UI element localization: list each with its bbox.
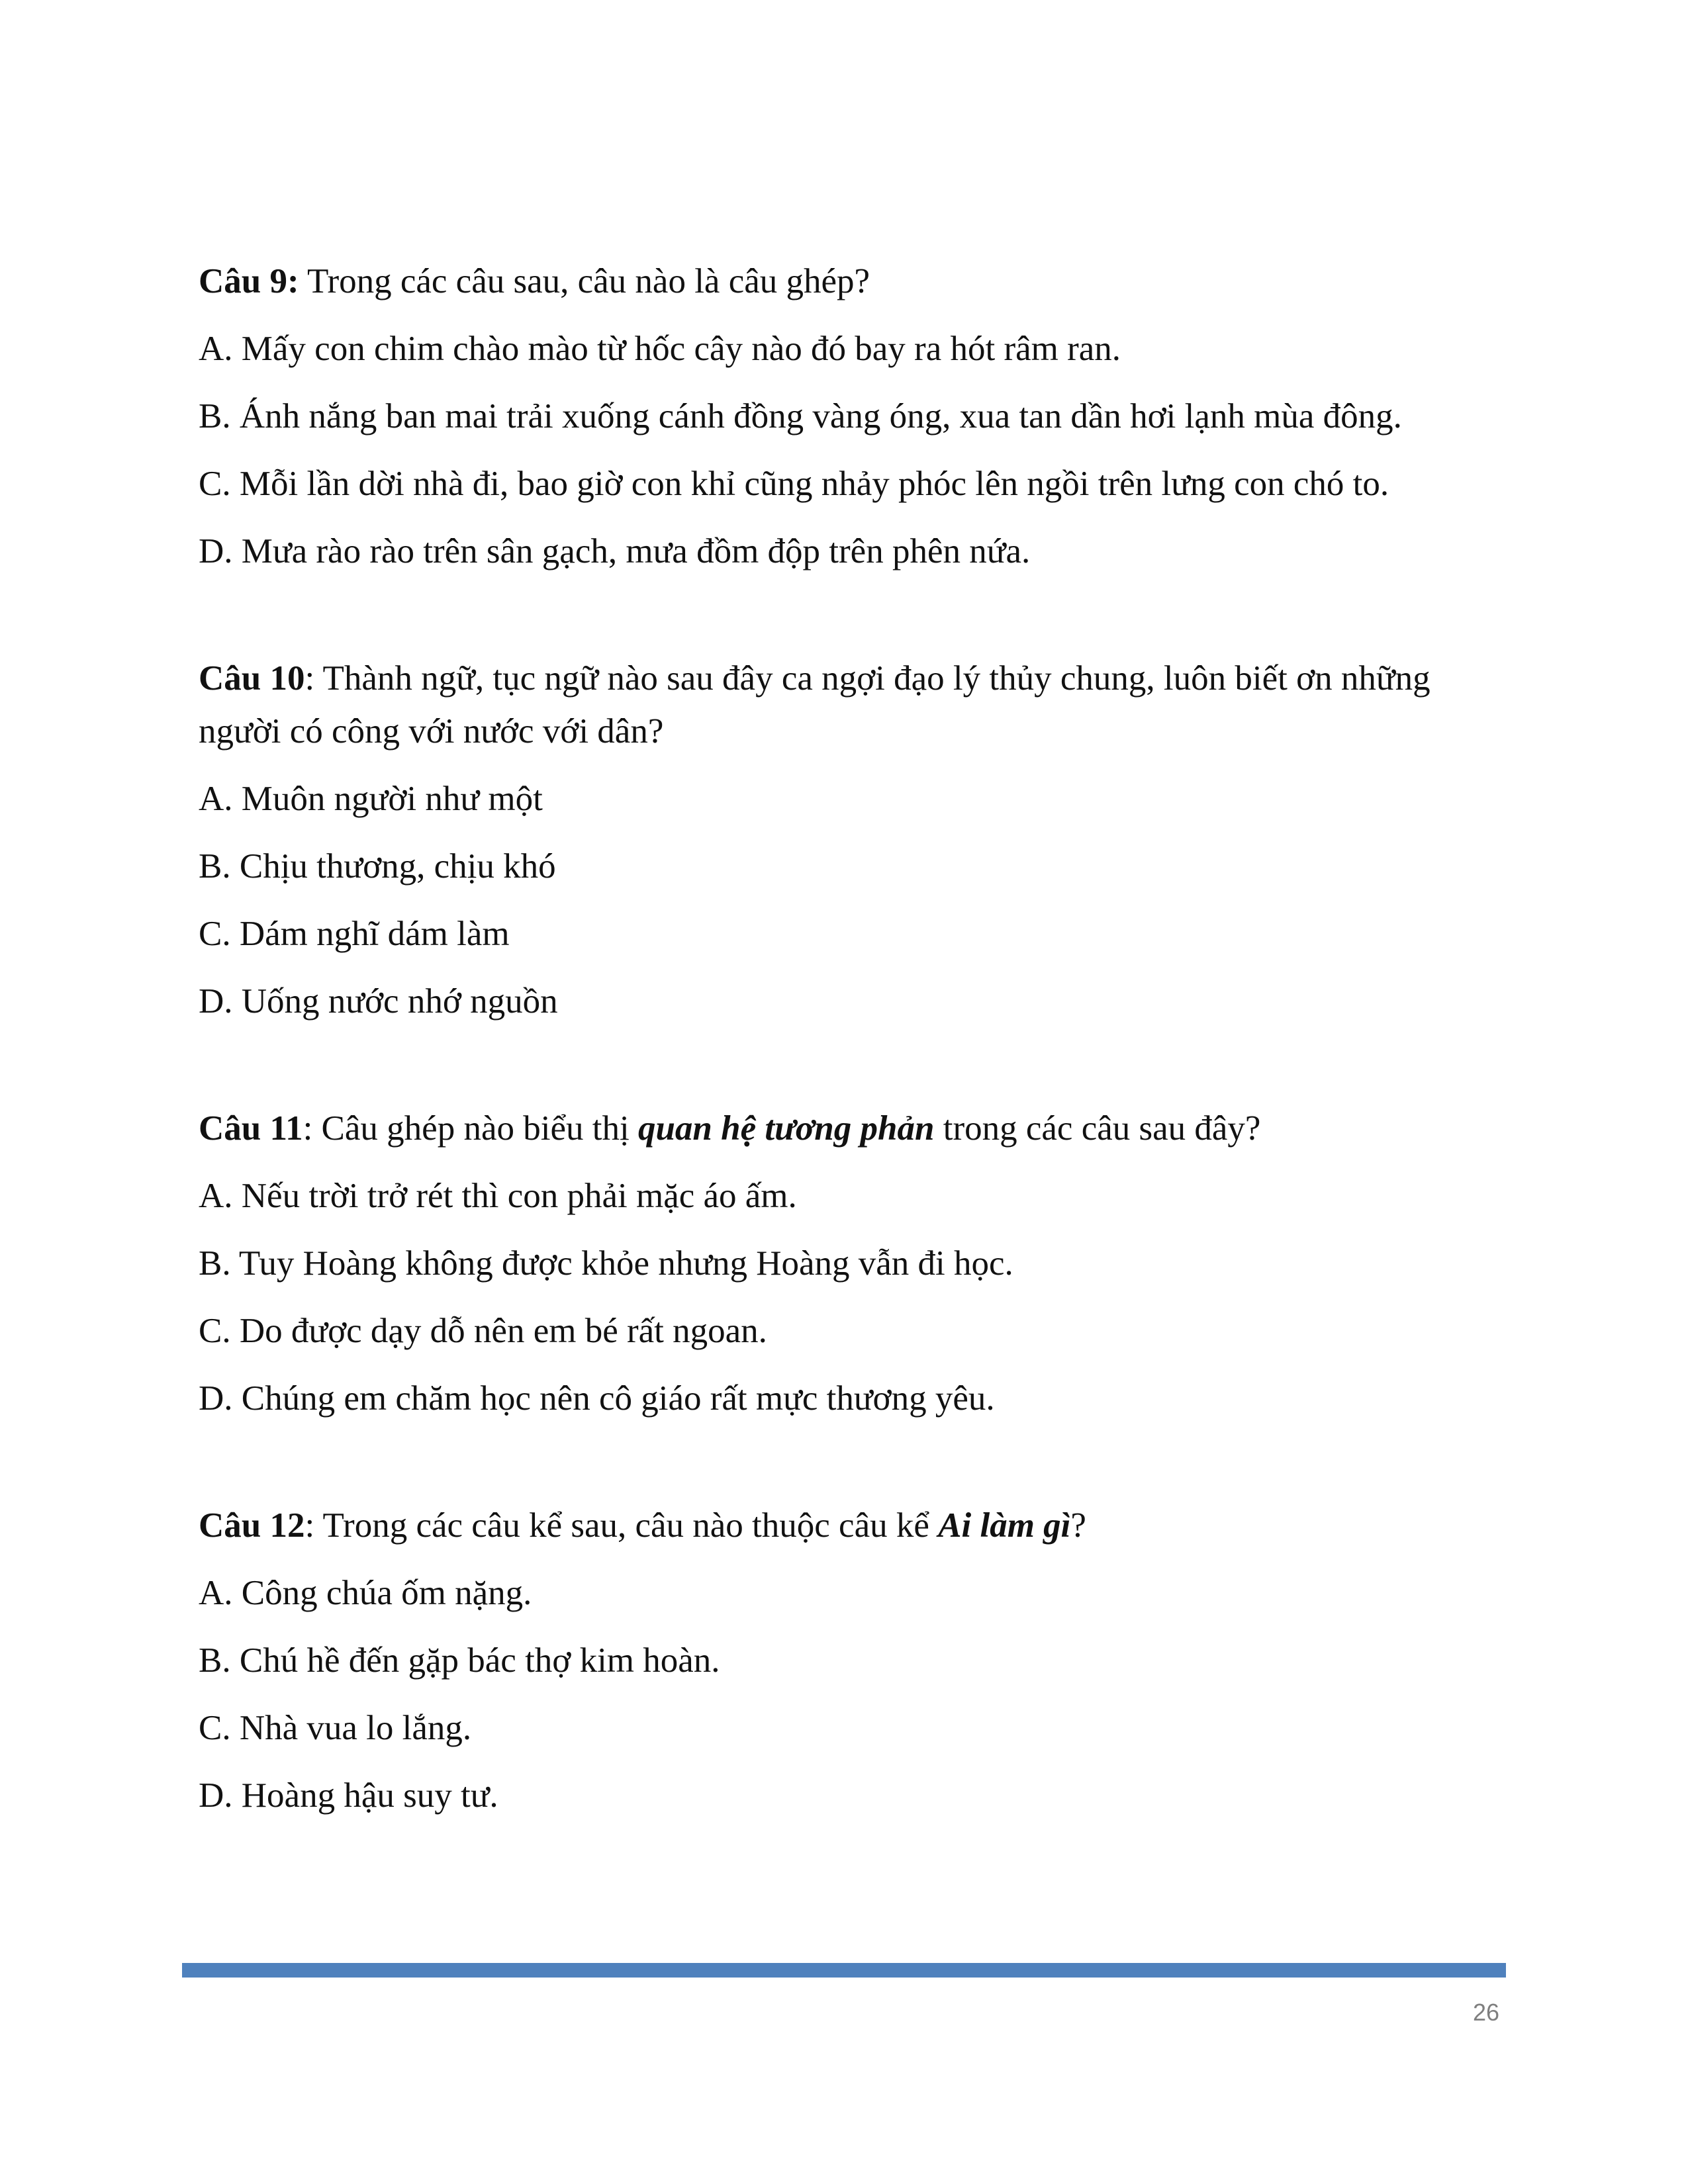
footer-divider: [182, 1963, 1506, 1978]
document-body: [199, 255, 1483, 1896]
answer-option-c: C. Nhà vua lo lắng.: [199, 1709, 472, 1747]
question-emphasis: quan hệ tương phản: [637, 1109, 935, 1148]
page-number: 26: [1472, 1999, 1499, 2026]
question-text-after: trong các câu sau đây?: [934, 1109, 1261, 1148]
answer-option-c: C. Dám nghĩ dám làm: [199, 915, 510, 953]
answer-option-c: C. Do được dạy dỗ nên em bé rất ngoan.: [199, 1312, 767, 1350]
answer-option-b: B. Tuy Hoàng không được khỏe nhưng Hoàng vẫn đi học.: [199, 1244, 1013, 1283]
answer-option-a: A. Công chúa ốm nặng.: [199, 1574, 532, 1612]
answer-option-c: C. Mỗi lần dời nhà đi, bao giờ con khỉ cũng nhảy phóc lên ngồi trên lưng con chó to.: [199, 465, 1389, 503]
question-stem: [199, 652, 1483, 758]
question-text: : Trong các câu kể sau, câu nào thuộc câu kể: [305, 1506, 939, 1545]
question-12: [199, 1499, 1483, 1822]
answer-option-a: A. Nếu trời trở rét thì con phải mặc áo ấm.: [199, 1177, 797, 1215]
question-11: [199, 1102, 1483, 1425]
question-text: : Câu ghép nào biểu thị: [303, 1109, 638, 1148]
question-stem: [199, 1102, 1483, 1155]
answer-option-b: B. Chú hề đến gặp bác thợ kim hoàn.: [199, 1641, 720, 1680]
question-label: Câu 11: [199, 1109, 303, 1148]
question-9: [199, 255, 1483, 578]
answer-option-a: A. Muôn người như một: [199, 780, 543, 818]
answer-option-d: D. Uống nước nhớ nguồn: [199, 982, 558, 1021]
question-stem: [199, 255, 1483, 308]
question-label: Câu 12: [199, 1506, 305, 1545]
question-label: Câu 9:: [199, 262, 299, 300]
answer-option-d: D. Hoàng hậu suy tư.: [199, 1776, 498, 1815]
answer-option-d: D. Mưa rào rào trên sân gạch, mưa đồm độp trên phên nứa.: [199, 532, 1031, 570]
question-stem: [199, 1499, 1483, 1552]
question-label: Câu 10: [199, 659, 305, 698]
answer-option-a: A. Mấy con chim chào mào từ hốc cây nào đó bay ra hót râm ran.: [199, 330, 1121, 368]
question-text: : Thành ngữ, tục ngữ nào sau đây ca ngợi đạo lý thủy chung, luôn biết ơn những người có công với nước với dân?: [199, 659, 1430, 751]
question-text: Trong các câu sau, câu nào là câu ghép?: [299, 262, 870, 300]
question-10: [199, 652, 1483, 1028]
question-emphasis: Ai làm gì: [938, 1506, 1071, 1545]
answer-option-b: B. Ánh nắng ban mai trải xuống cánh đồng vàng óng, xua tan dần hơi lạnh mùa đông.: [199, 397, 1402, 435]
answer-option-b: B. Chịu thương, chịu khó: [199, 847, 556, 886]
answer-option-d: D. Chúng em chăm học nên cô giáo rất mực thương yêu.: [199, 1379, 995, 1418]
question-text-after: ?: [1070, 1506, 1086, 1545]
